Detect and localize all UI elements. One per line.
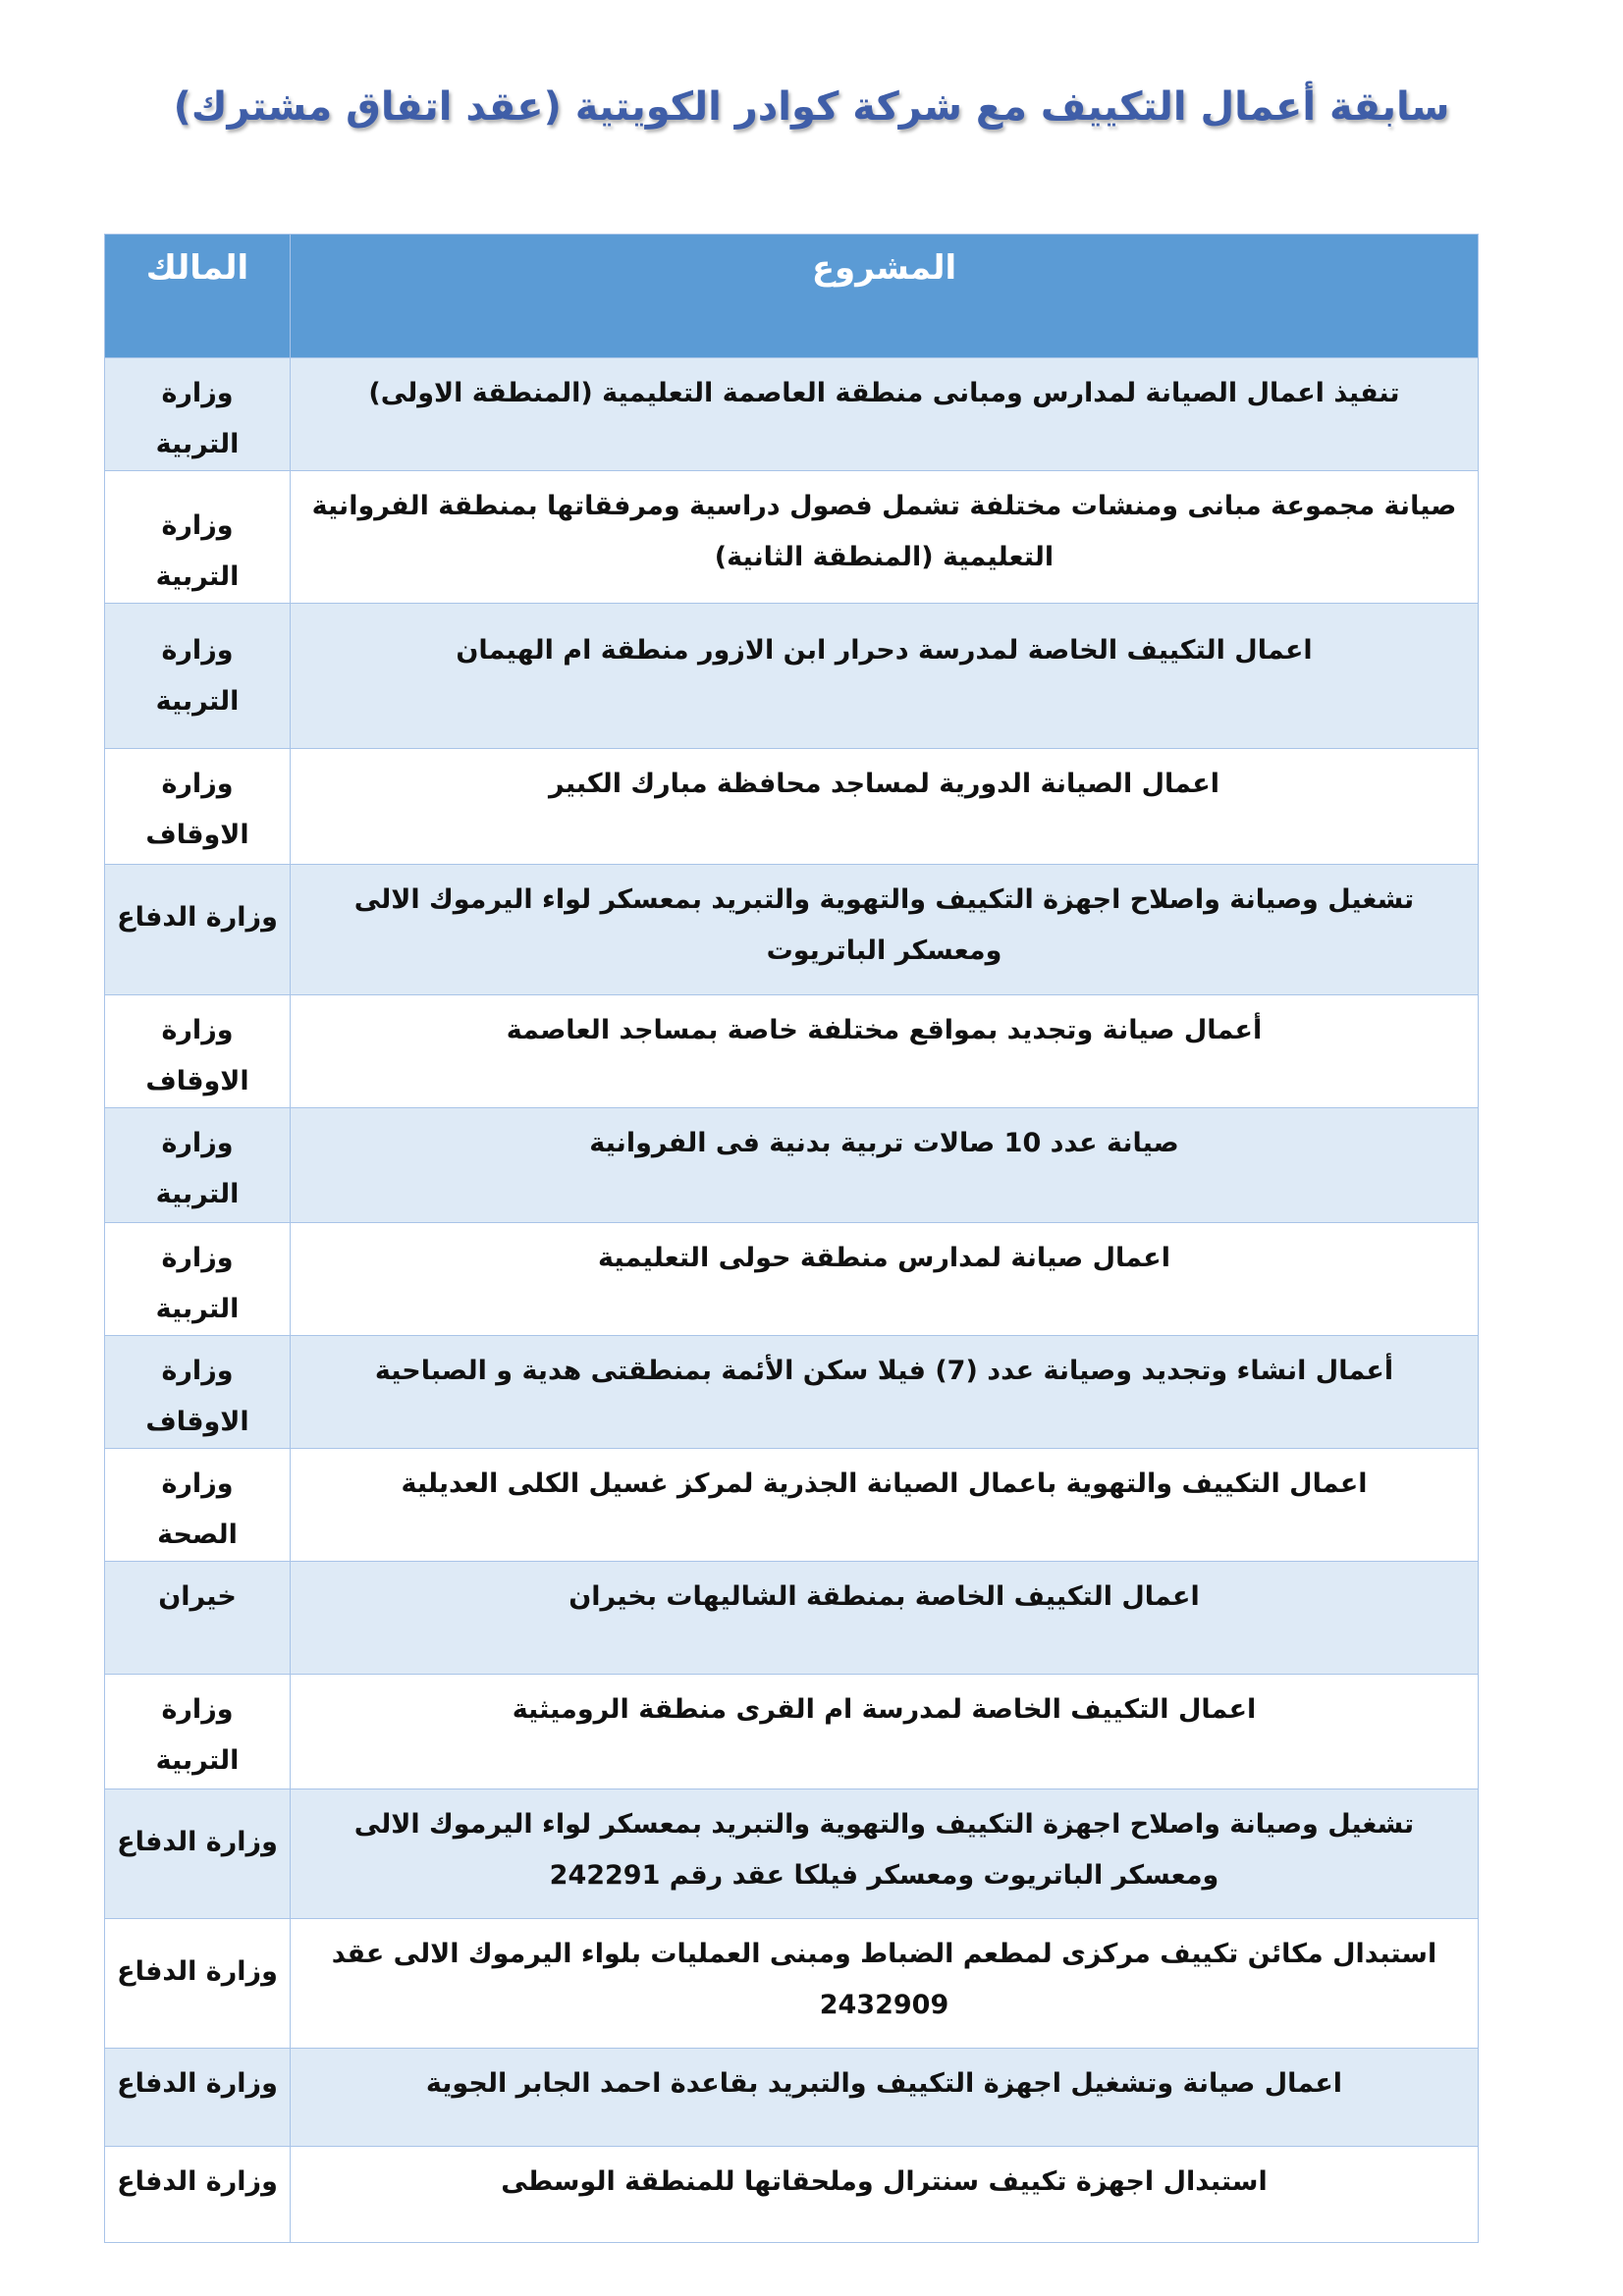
project-cell: أعمال انشاء وتجديد وصيانة عدد (7) فيلا سكن الأئمة بمنطقتى هدية و الصباحية <box>291 1336 1479 1449</box>
project-cell: تنفيذ اعمال الصيانة لمدارس ومبانى منطقة العاصمة التعليمية (المنطقة الاولى) <box>291 358 1479 471</box>
page-title: سابقة أعمال التكييف مع شركة كوادر الكويتية (عقد اتفاق مشترك) <box>173 84 1450 130</box>
project-cell: استبدال اجهزة تكييف سنترال وملحقاتها للمنطقة الوسطى <box>291 2147 1479 2243</box>
owner-cell: وزارة الاوقاف <box>105 995 291 1108</box>
table-row <box>105 604 1479 749</box>
owner-cell: وزارة الاوقاف <box>105 749 291 865</box>
table-row <box>105 1675 1479 1789</box>
project-cell: صيانة مجموعة مبانى ومنشات مختلفة تشمل فصول دراسية ومرفقاتها بمنطقة الفروانية التعليمية (المنطقة الثانية) <box>291 471 1479 604</box>
owner-cell: وزارة الاوقاف <box>105 1336 291 1449</box>
owner-cell: وزارة التربية <box>105 604 291 749</box>
table-row <box>105 1449 1479 1562</box>
owner-cell: وزارة الدفاع <box>105 1919 291 2049</box>
table-header-row <box>105 235 1479 358</box>
project-cell: تشغيل وصيانة واصلاح اجهزة التكييف والتهوية والتبريد بمعسكر لواء اليرموك الالى ومعسكر الباتريوت <box>291 865 1479 995</box>
table-row <box>105 1789 1479 1919</box>
project-cell: اعمال صيانة لمدارس منطقة حولى التعليمية <box>291 1223 1479 1336</box>
owner-cell: وزارة الدفاع <box>105 1789 291 1919</box>
table-row <box>105 1562 1479 1675</box>
owner-cell: وزارة التربية <box>105 1108 291 1223</box>
project-cell: اعمال التكييف الخاصة لمدرسة ام القرى منطقة الروميثية <box>291 1675 1479 1789</box>
owner-cell: وزارة التربية <box>105 358 291 471</box>
owner-cell: وزارة الدفاع <box>105 2049 291 2147</box>
table-row <box>105 1336 1479 1449</box>
table-row <box>105 749 1479 865</box>
project-cell: اعمال التكييف الخاصة لمدرسة دحرار ابن الازور منطقة ام الهيمان <box>291 604 1479 749</box>
owner-cell: وزارة التربية <box>105 1223 291 1336</box>
project-cell: اعمال صيانة وتشغيل اجهزة التكييف والتبريد بقاعدة احمد الجابر الجوية <box>291 2049 1479 2147</box>
table-row <box>105 1223 1479 1336</box>
table-row <box>105 1919 1479 2049</box>
project-cell: استبدال مكائن تكييف مركزى لمطعم الضباط ومبنى العمليات بلواء اليرموك الالى عقد 2432909 <box>291 1919 1479 2049</box>
table-row <box>105 1108 1479 1223</box>
owner-cell: وزارة الصحة <box>105 1449 291 1562</box>
owner-cell: وزارة التربية <box>105 471 291 604</box>
project-cell: اعمال التكييف والتهوية باعمال الصيانة الجذرية لمركز غسيل الكلى العديلية <box>291 1449 1479 1562</box>
project-cell: صيانة عدد 10 صالات تربية بدنية فى الفروانية <box>291 1108 1479 1223</box>
owner-cell: وزارة الدفاع <box>105 865 291 995</box>
table-row <box>105 2147 1479 2243</box>
table-row <box>105 995 1479 1108</box>
project-cell: اعمال التكييف الخاصة بمنطقة الشاليهات بخيران <box>291 1562 1479 1675</box>
header-owner: المالك <box>105 235 291 358</box>
table-row <box>105 865 1479 995</box>
owner-cell: وزارة الدفاع <box>105 2147 291 2243</box>
project-cell: تشغيل وصيانة واصلاح اجهزة التكييف والتهوية والتبريد بمعسكر لواء اليرموك الالى ومعسكر الباتريوت ومعسكر فيلكا عقد رقم 242291 <box>291 1789 1479 1919</box>
table-row <box>105 471 1479 604</box>
table-row <box>105 358 1479 471</box>
table-row <box>105 2049 1479 2147</box>
project-cell: اعمال الصيانة الدورية لمساجد محافظة مبارك الكبير <box>291 749 1479 865</box>
project-cell: أعمال صيانة وتجديد بمواقع مختلفة خاصة بمساجد العاصمة <box>291 995 1479 1108</box>
owner-cell: وزارة التربية <box>105 1675 291 1789</box>
projects-table <box>104 234 1479 2243</box>
header-project: المشروع <box>291 235 1479 358</box>
owner-cell: خيران <box>105 1562 291 1675</box>
